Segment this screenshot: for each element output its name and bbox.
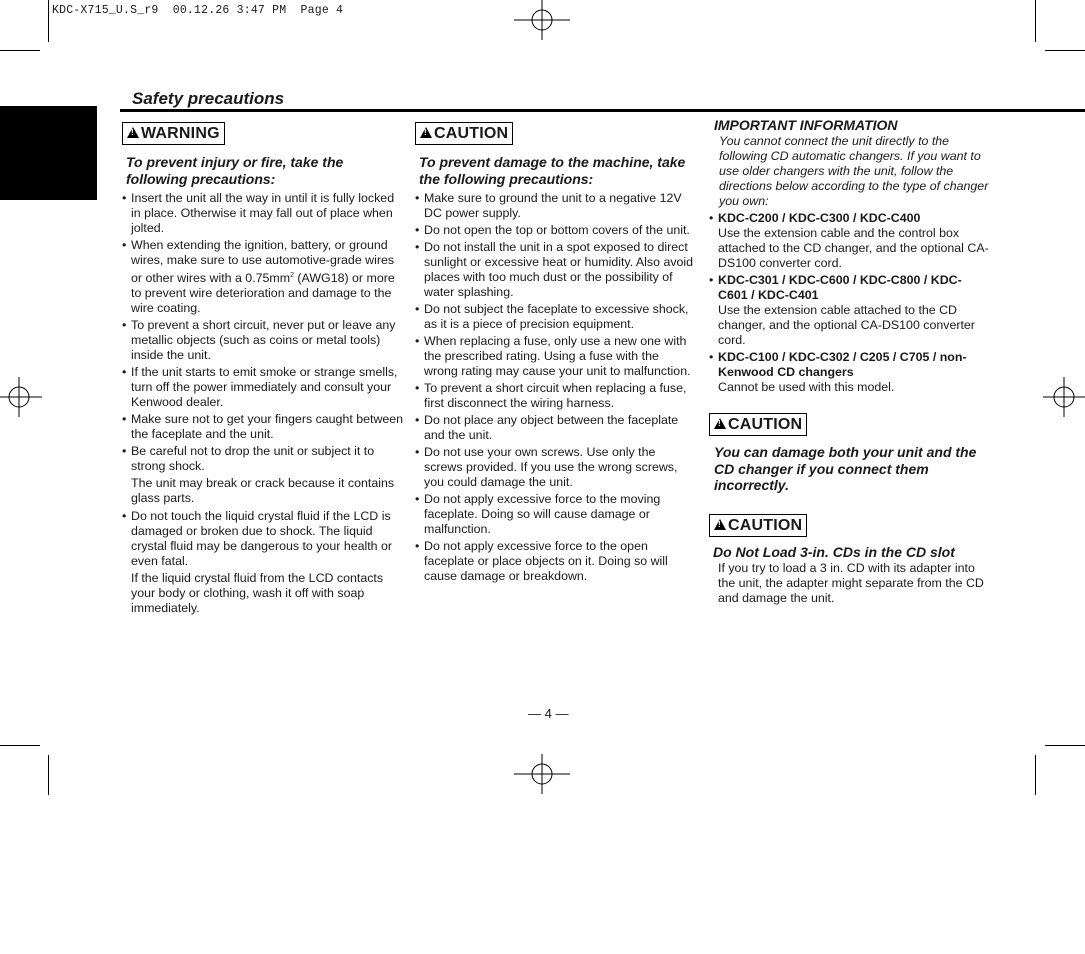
title-rule	[120, 109, 1085, 112]
caution-heading: !CAUTION	[415, 122, 513, 145]
warning-triangle-icon	[127, 127, 139, 138]
crop-mark-top-right-v	[1035, 0, 1036, 42]
warning-heading: !WARNING	[122, 122, 225, 145]
crop-mark-bottom-left-v	[48, 755, 49, 795]
list-item: • Do not open the top or bottom covers of the unit.	[415, 223, 695, 238]
changer-model-desc: Cannot be used with this model.	[718, 380, 895, 394]
registration-mark-left-icon	[0, 369, 56, 425]
list-item: • If the unit starts to emit smoke or strange smells, turn off the power immediately and consult your Kenwood dealer.	[122, 365, 404, 410]
crop-mark-bottom-left-h	[0, 745, 40, 746]
caution-heading-3: !CAUTION	[709, 514, 807, 537]
list-item: • Make sure not to get your fingers caught between the faceplate and the unit.	[122, 412, 404, 442]
crop-mark-top-right-h	[1045, 50, 1085, 51]
list-item: • Insert the unit all the way in until it is fully locked in place. Otherwise it may fall out of place when jolted.	[122, 191, 404, 236]
caution-heading-2: !CAUTION	[709, 413, 807, 436]
warning-triangle-icon	[714, 519, 726, 530]
crop-mark-top-left-h	[0, 50, 40, 51]
important-column	[709, 118, 989, 608]
warning-triangle-icon	[420, 127, 432, 138]
changer-model-desc: Use the extension cable attached to the CD changer, and the optional CA-DS100 converter cord.	[718, 303, 975, 347]
section-title: Safety precautions	[132, 89, 285, 108]
list-item: • Do not subject the faceplate to excessive shock, as it is a piece of precision equipment.	[415, 302, 695, 332]
warning-triangle-icon	[714, 418, 726, 429]
crop-mark-bottom-right-h	[1045, 745, 1085, 746]
caution-list	[415, 191, 695, 584]
warning-note: The unit may break or crack because it contains glass parts.	[131, 476, 395, 506]
caution-3in-text: If you try to load a 3 in. CD with its adapter into the unit, the adapter might separate from the CD and damage the unit.	[718, 561, 984, 605]
important-intro: You cannot connect the unit directly to the following CD automatic changers. If you want to use older changers with the unit, follow the directions below according to the type of changer you own:	[719, 134, 989, 208]
language-tab-label: English	[68, 223, 84, 276]
warning-list	[122, 191, 404, 474]
warning-list-2	[122, 509, 404, 569]
crop-mark-bottom-right-v	[1035, 755, 1036, 795]
crop-mark-top-left-v	[48, 0, 49, 42]
caution-connection-text: You can damage both your unit and the CD changer if you connect them incorrectly.	[714, 444, 977, 493]
changer-model: • KDC-C100 / KDC-C302 / C205 / C705 / non-Kenwood CD changers	[709, 350, 989, 380]
list-item: • Be careful not to drop the unit or subject it to strong shock.	[122, 444, 404, 474]
list-item: • Do not use your own screws. Use only the screws provided. If you use the wrong screws, you could damage the unit.	[415, 445, 695, 490]
warning-note: If the liquid crystal fluid from the LCD contacts your body or clothing, wash it off with soap immediately.	[131, 571, 384, 616]
list-item: • Do not apply excessive force to the moving faceplate. Doing so will cause damage or malfunction.	[415, 492, 695, 537]
list-item: • When extending the ignition, battery, or ground wires, make sure to use automotive-grade wires or other wires with a $0.75mm^2$ (AWG18) or more to prevent wire deterioration and damage to the wire coating.	[122, 238, 404, 316]
warning-column	[122, 122, 404, 619]
list-item: • To prevent a short circuit, never put or leave any metallic objects (such as coins or metal tools) inside the unit.	[122, 318, 404, 363]
warning-subhead: To prevent injury or fire, take the following precautions:	[126, 154, 344, 187]
registration-mark-right-icon	[1029, 369, 1085, 425]
list-item: • Do not touch the liquid crystal fluid if the LCD is damaged or broken due to shock. The liquid crystal fluid may be dangerous to your health or even fatal.	[122, 509, 404, 569]
list-item: • Make sure to ground the unit to a negative 12V DC power supply.	[415, 191, 695, 221]
page-number: — 4 —	[528, 706, 569, 721]
language-tab	[0, 106, 97, 276]
registration-mark-bottom-icon	[514, 748, 570, 804]
registration-mark-top-icon	[514, 0, 570, 56]
list-item: • Do not apply excessive force to the open faceplate or place objects on it. Doing so will cause damage or breakdown.	[415, 539, 695, 584]
important-heading: IMPORTANT INFORMATION	[714, 117, 898, 133]
list-item: • To prevent a short circuit when replacing a fuse, first disconnect the wiring harness.	[415, 381, 695, 411]
caution-column	[415, 122, 695, 586]
changer-model: • KDC-C200 / KDC-C300 / KDC-C400	[709, 211, 989, 226]
print-header: KDC-X715_U.S_r9 00.12.26 3:47 PM Page 4	[52, 4, 344, 17]
caution-3in-subhead: Do Not Load 3-in. CDs in the CD slot	[713, 543, 955, 560]
changer-model: • KDC-C301 / KDC-C600 / KDC-C800 / KDC-C601 / KDC-C401	[709, 273, 989, 303]
list-item: • When replacing a fuse, only use a new one with the prescribed rating. Using a fuse with the wrong rating may cause your unit to malfunction.	[415, 334, 695, 379]
list-item: • Do not install the unit in a spot exposed to direct sunlight or excessive heat or humidity. Also avoid places with too much dust or the possibility of water splashing.	[415, 240, 695, 300]
list-item: • Do not place any object between the faceplate and the unit.	[415, 413, 695, 443]
changer-model-desc: Use the extension cable and the control box attached to the CD changer, and the optional CA-DS100 converter cord.	[718, 226, 989, 270]
caution-subhead: To prevent damage to the machine, take the following precautions:	[419, 154, 686, 187]
